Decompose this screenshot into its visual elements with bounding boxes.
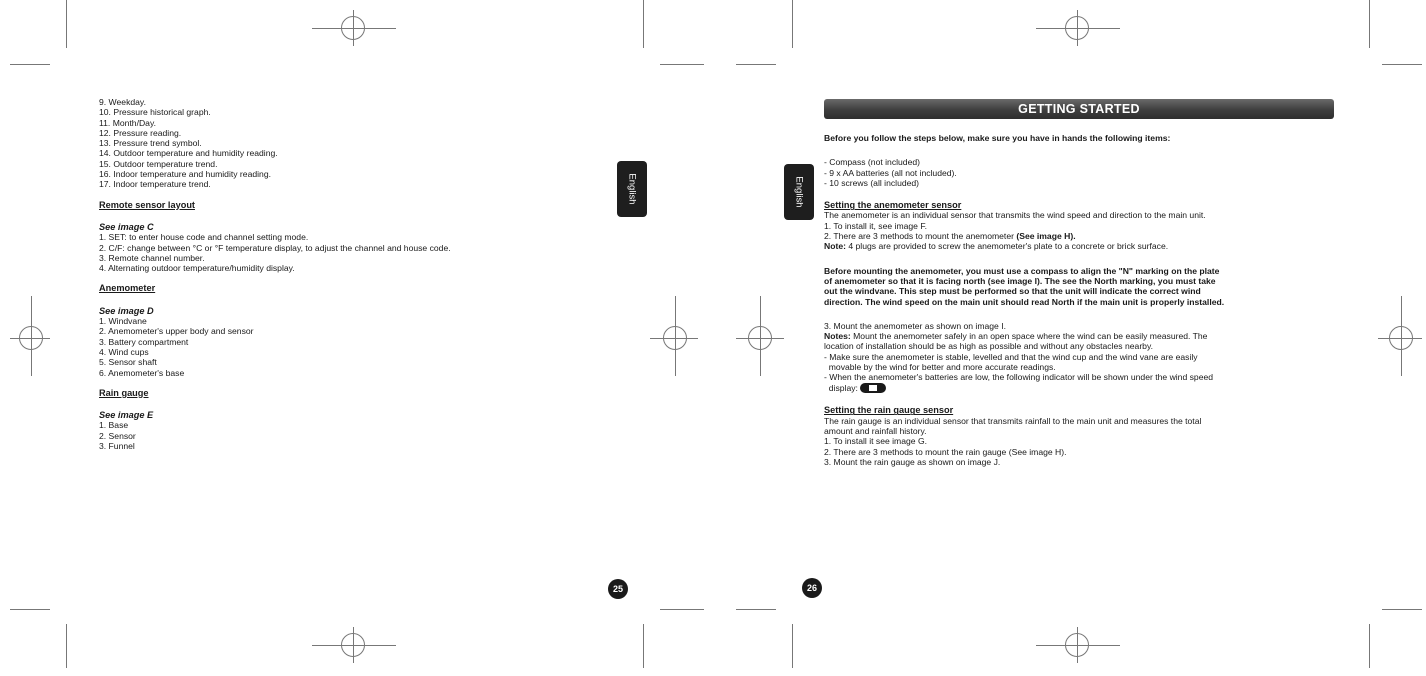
left-page-content <box>99 97 619 451</box>
notes-label: Notes: <box>824 331 851 342</box>
paragraph-line: 1. To install it, see image F. <box>824 220 928 231</box>
list-item: - 10 screws (all included) <box>824 177 920 188</box>
language-tab-left <box>617 161 647 217</box>
remote-sensor-heading: Remote sensor layout <box>99 199 195 210</box>
warning-line: Before mounting the anemometer, you must use a compass to align the "N" marking on the plate <box>824 265 1220 276</box>
items-list <box>824 157 1344 188</box>
note-text: 4 plugs are provided to screw the anemometer's plate to a concrete or brick surface. <box>845 241 1169 252</box>
method-line <box>824 231 1344 241</box>
note-line <box>824 241 1344 251</box>
language-tab-label: English <box>793 176 805 208</box>
registration-circle <box>1389 326 1413 350</box>
crop-mark <box>10 609 50 610</box>
crop-mark <box>792 0 793 48</box>
crop-mark <box>1369 624 1370 668</box>
method-text: 2. There are 3 methods to mount the anemometer <box>824 231 1017 242</box>
see-image-e: See image E <box>99 410 154 421</box>
crop-mark <box>10 64 50 65</box>
list-item: 11. Month/Day. <box>99 117 156 128</box>
paragraph-line: amount and rainfall history. <box>824 425 927 436</box>
registration-circle <box>748 326 772 350</box>
anemometer-heading: Anemometer <box>99 283 156 294</box>
see-image-d: See image D <box>99 305 154 316</box>
anemometer-setup-heading: Setting the anemometer sensor <box>824 200 962 211</box>
warning-line: out the windvane. This step must be performed so that the unit will indicate the correct wind <box>824 286 1201 297</box>
list-item: 14. Outdoor temperature and humidity reading. <box>99 148 278 159</box>
notes-line <box>824 331 1344 341</box>
registration-circle <box>341 16 365 40</box>
crop-mark <box>643 624 644 668</box>
registration-circle <box>1065 633 1089 657</box>
section-banner: GETTING STARTED <box>824 99 1334 119</box>
list-item: 15. Outdoor temperature trend. <box>99 158 218 169</box>
feature-list <box>99 97 619 190</box>
note-label: Note: <box>824 241 846 252</box>
page-number-right: 26 <box>802 578 822 598</box>
crop-mark <box>792 624 793 668</box>
crop-mark <box>736 64 776 65</box>
registration-circle <box>663 326 687 350</box>
list-item: 1. Windvane <box>99 316 147 327</box>
paragraph-line: 3. Mount the anemometer as shown on image I. <box>824 320 1007 331</box>
see-image-c: See image C <box>99 221 154 232</box>
warning-paragraph <box>824 266 1344 307</box>
list-item: 3. Remote channel number. <box>99 252 205 263</box>
display-label: display: <box>824 382 858 393</box>
language-tab-right <box>784 164 814 220</box>
list-item: 1. SET: to enter house code and channel setting mode. <box>99 232 309 243</box>
display-line <box>824 383 1344 394</box>
warning-line: of anemometer so that it is facing north (see image I). The see the North marking, you must take <box>824 275 1216 286</box>
crop-mark <box>643 0 644 48</box>
list-item: 17. Indoor temperature trend. <box>99 179 211 190</box>
paragraph-line: - When the anemometer's batteries are low, the following indicator will be shown under the wind speed <box>824 372 1214 383</box>
list-item: 4. Alternating outdoor temperature/humidity display. <box>99 263 295 274</box>
list-item: 4. Wind cups <box>99 346 149 357</box>
low-battery-icon <box>860 383 886 393</box>
warning-line: direction. The wind speed on the main unit should read North if the main unit is properly installed. <box>824 296 1225 307</box>
crop-mark <box>1382 64 1422 65</box>
paragraph-line: 3. Mount the rain gauge as shown on image J. <box>824 456 1001 467</box>
paragraph-line: 1. To install it see image G. <box>824 436 928 447</box>
list-item: 6. Anemometer's base <box>99 367 185 378</box>
list-item: 5. Sensor shaft <box>99 357 157 368</box>
list-item: 1. Base <box>99 420 129 431</box>
list-item: - Compass (not included) <box>824 157 921 168</box>
list-item: 2. Anemometer's upper body and sensor <box>99 326 254 337</box>
list-item: 2. Sensor <box>99 430 136 441</box>
method-bold: (See image H). <box>1016 231 1076 242</box>
paragraph-line: - Make sure the anemometer is stable, levelled and that the wind cup and the wind vane are easily <box>824 351 1198 362</box>
right-page-content <box>824 133 1344 467</box>
language-tab-label: English <box>626 173 638 205</box>
crop-mark <box>66 0 67 48</box>
crop-mark <box>66 624 67 668</box>
crop-mark <box>660 609 704 610</box>
crop-mark <box>736 609 776 610</box>
list-item: 3. Funnel <box>99 441 135 452</box>
registration-circle <box>1065 16 1089 40</box>
page-number-left: 25 <box>608 579 628 599</box>
registration-circle <box>341 633 365 657</box>
paragraph-line: The rain gauge is an individual sensor that transmits rainfall to the main unit and measures the total <box>824 415 1202 426</box>
intro-text: Before you follow the steps below, make sure you have in hands the following items: <box>824 133 1171 143</box>
paragraph-line: movable by the wind for better and more accurate readings. <box>824 362 1056 373</box>
list-item: - 9 x AA batteries (all not included). <box>824 167 957 178</box>
crop-mark <box>1369 0 1370 48</box>
list-item: 12. Pressure reading. <box>99 127 182 138</box>
crop-mark <box>660 64 704 65</box>
list-item: 16. Indoor temperature and humidity reading. <box>99 169 271 180</box>
list-item: 13. Pressure trend symbol. <box>99 138 202 149</box>
list-item: 9. Weekday. <box>99 97 146 107</box>
registration-circle <box>19 326 43 350</box>
list-item: 10. Pressure historical graph. <box>99 107 211 118</box>
rain-gauge-setup-heading: Setting the rain gauge sensor <box>824 405 954 416</box>
rain-gauge-heading: Rain gauge <box>99 387 149 398</box>
paragraph-line: 2. There are 3 methods to mount the rain gauge (See image H). <box>824 446 1067 457</box>
list-item: 2. C/F: change between °C or °F temperature display, to adjust the channel and house code. <box>99 242 451 253</box>
paragraph-line: location of installation should be as high as possible and without any obstacles nearby. <box>824 341 1153 352</box>
list-item: 3. Battery compartment <box>99 336 189 347</box>
paragraph-line: The anemometer is an individual sensor that transmits the wind speed and direction to the main unit. <box>824 210 1206 221</box>
crop-mark <box>1382 609 1422 610</box>
notes-text: Mount the anemometer safely in an open space where the wind can be easily measured. The <box>850 331 1208 342</box>
